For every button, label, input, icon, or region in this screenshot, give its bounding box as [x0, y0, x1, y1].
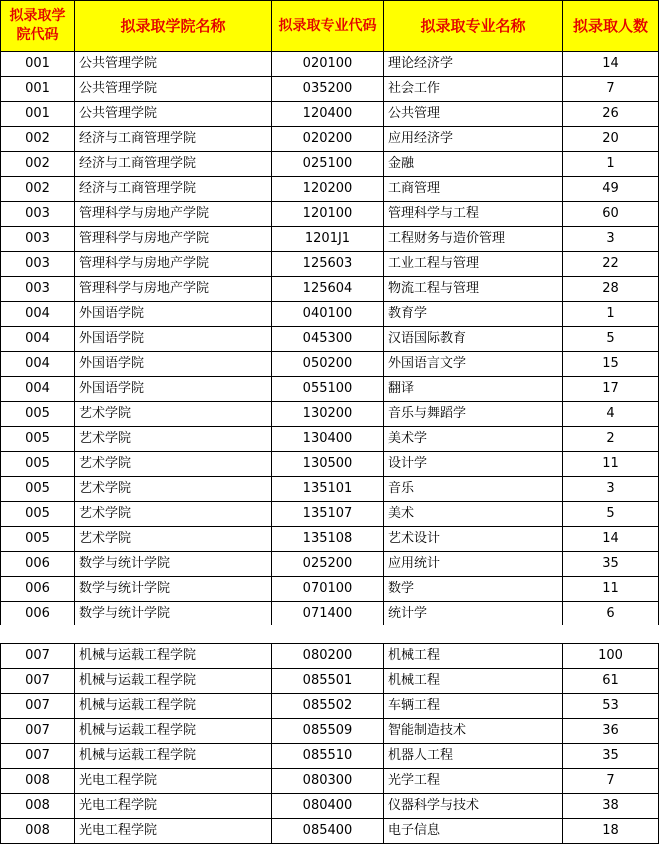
- major-name-cell: 电子信息: [384, 819, 563, 844]
- college-name-cell: 艺术学院: [75, 502, 272, 527]
- college-code-cell: 005: [1, 402, 75, 427]
- major-code-cell: 055100: [272, 377, 384, 402]
- college-name-cell: 管理科学与房地产学院: [75, 227, 272, 252]
- college-name-cell: 数学与统计学院: [75, 552, 272, 577]
- admit-count-cell: 5: [563, 502, 659, 527]
- major-name-cell: 外国语言文学: [384, 352, 563, 377]
- major-name-cell: 社会工作: [384, 77, 563, 102]
- major-code-cell: 085400: [272, 819, 384, 844]
- admit-count-cell: 1: [563, 302, 659, 327]
- table-row: [1, 477, 659, 502]
- admit-count-cell: 18: [563, 819, 659, 844]
- college-code-cell: 003: [1, 227, 75, 252]
- table-row: [1, 819, 659, 844]
- college-name-cell: 经济与工商管理学院: [75, 152, 272, 177]
- major-code-cell: 135108: [272, 527, 384, 552]
- major-code-cell: 040100: [272, 302, 384, 327]
- college-name-cell: 公共管理学院: [75, 77, 272, 102]
- major-name-cell: 仪器科学与技术: [384, 794, 563, 819]
- major-code-cell: 085501: [272, 669, 384, 694]
- table-row: [1, 202, 659, 227]
- table-row: [1, 152, 659, 177]
- college-name-cell: 艺术学院: [75, 527, 272, 552]
- college-name-cell: 艺术学院: [75, 402, 272, 427]
- college-code-cell: 002: [1, 152, 75, 177]
- table-page-gap: [0, 625, 660, 643]
- college-name-cell: 外国语学院: [75, 352, 272, 377]
- admit-count-cell: 7: [563, 77, 659, 102]
- admit-count-cell: 2: [563, 427, 659, 452]
- major-code-cell: 071400: [272, 602, 384, 627]
- college-code-cell: 004: [1, 377, 75, 402]
- table-row: [1, 794, 659, 819]
- table-row: [1, 352, 659, 377]
- table-row: [1, 769, 659, 794]
- major-code-cell: 085510: [272, 744, 384, 769]
- admit-count-cell: 60: [563, 202, 659, 227]
- major-code-cell: 020100: [272, 52, 384, 77]
- college-code-cell: 005: [1, 477, 75, 502]
- major-name-cell: 美术学: [384, 427, 563, 452]
- admit-count-cell: 5: [563, 327, 659, 352]
- admit-count-cell: 4: [563, 402, 659, 427]
- major-name-cell: 美术: [384, 502, 563, 527]
- major-code-cell: 130400: [272, 427, 384, 452]
- college-code-cell: 007: [1, 744, 75, 769]
- admit-count-cell: 53: [563, 694, 659, 719]
- admit-count-cell: 6: [563, 602, 659, 627]
- college-code-cell: 008: [1, 794, 75, 819]
- college-name-cell: 数学与统计学院: [75, 602, 272, 627]
- admit-count-cell: 15: [563, 352, 659, 377]
- admit-count-cell: 49: [563, 177, 659, 202]
- major-code-cell: 020200: [272, 127, 384, 152]
- major-name-cell: 应用统计: [384, 552, 563, 577]
- table-row: [1, 252, 659, 277]
- table-row: [1, 744, 659, 769]
- major-code-cell: 1201J1: [272, 227, 384, 252]
- admit-count-cell: 3: [563, 477, 659, 502]
- major-name-cell: 机械工程: [384, 644, 563, 669]
- major-name-cell: 公共管理: [384, 102, 563, 127]
- college-code-cell: 006: [1, 552, 75, 577]
- table-row: [1, 502, 659, 527]
- major-name-cell: 设计学: [384, 452, 563, 477]
- college-code-cell: 008: [1, 769, 75, 794]
- college-name-cell: 管理科学与房地产学院: [75, 202, 272, 227]
- college-name-cell: 公共管理学院: [75, 102, 272, 127]
- table-row: [1, 694, 659, 719]
- major-name-cell: 车辆工程: [384, 694, 563, 719]
- table-row: [1, 177, 659, 202]
- major-code-cell: 080400: [272, 794, 384, 819]
- admit-count-cell: 20: [563, 127, 659, 152]
- major-name-cell: 翻译: [384, 377, 563, 402]
- major-name-cell: 统计学: [384, 602, 563, 627]
- college-name-cell: 外国语学院: [75, 327, 272, 352]
- table-row: [1, 669, 659, 694]
- major-code-cell: 120400: [272, 102, 384, 127]
- major-code-cell: 120200: [272, 177, 384, 202]
- college-code-cell: 007: [1, 694, 75, 719]
- table-row: [1, 77, 659, 102]
- admit-count-cell: 3: [563, 227, 659, 252]
- table-row: [1, 452, 659, 477]
- college-name-cell: 外国语学院: [75, 377, 272, 402]
- major-code-cell: 085502: [272, 694, 384, 719]
- admit-count-cell: 28: [563, 277, 659, 302]
- major-name-cell: 工商管理: [384, 177, 563, 202]
- admit-count-cell: 7: [563, 769, 659, 794]
- major-code-cell: 070100: [272, 577, 384, 602]
- admit-count-cell: 61: [563, 669, 659, 694]
- college-name-cell: 机械与运载工程学院: [75, 694, 272, 719]
- major-name-cell: 管理科学与工程: [384, 202, 563, 227]
- table-row: [1, 427, 659, 452]
- major-name-cell: 音乐: [384, 477, 563, 502]
- college-name-cell: 机械与运载工程学院: [75, 744, 272, 769]
- college-name-cell: 机械与运载工程学院: [75, 719, 272, 744]
- major-code-cell: 025100: [272, 152, 384, 177]
- table-row: [1, 644, 659, 669]
- major-name-cell: 物流工程与管理: [384, 277, 563, 302]
- header-major-name: 拟录取专业名称: [384, 1, 563, 52]
- college-name-cell: 数学与统计学院: [75, 577, 272, 602]
- college-name-cell: 艺术学院: [75, 477, 272, 502]
- admit-count-cell: 35: [563, 744, 659, 769]
- admit-count-cell: 1: [563, 152, 659, 177]
- table-row: [1, 552, 659, 577]
- table-row: [1, 277, 659, 302]
- college-code-cell: 008: [1, 819, 75, 844]
- college-code-cell: 005: [1, 427, 75, 452]
- major-name-cell: 教育学: [384, 302, 563, 327]
- major-name-cell: 应用经济学: [384, 127, 563, 152]
- major-code-cell: 045300: [272, 327, 384, 352]
- admit-count-cell: 26: [563, 102, 659, 127]
- major-code-cell: 125604: [272, 277, 384, 302]
- college-name-cell: 公共管理学院: [75, 52, 272, 77]
- college-code-cell: 005: [1, 452, 75, 477]
- admission-table-part-2: [0, 643, 659, 844]
- college-code-cell: 001: [1, 102, 75, 127]
- table-row: [1, 402, 659, 427]
- college-code-cell: 002: [1, 127, 75, 152]
- major-code-cell: 085509: [272, 719, 384, 744]
- major-code-cell: 135107: [272, 502, 384, 527]
- table-row: [1, 227, 659, 252]
- admit-count-cell: 17: [563, 377, 659, 402]
- college-code-cell: 003: [1, 202, 75, 227]
- major-code-cell: 130500: [272, 452, 384, 477]
- college-code-cell: 001: [1, 77, 75, 102]
- college-code-cell: 002: [1, 177, 75, 202]
- major-code-cell: 080300: [272, 769, 384, 794]
- major-name-cell: 工程财务与造价管理: [384, 227, 563, 252]
- major-name-cell: 艺术设计: [384, 527, 563, 552]
- table-header-row: [1, 1, 659, 52]
- college-name-cell: 机械与运载工程学院: [75, 669, 272, 694]
- college-name-cell: 艺术学院: [75, 427, 272, 452]
- college-code-cell: 005: [1, 527, 75, 552]
- header-college-name: 拟录取学院名称: [75, 1, 272, 52]
- college-code-cell: 004: [1, 352, 75, 377]
- major-name-cell: 音乐与舞蹈学: [384, 402, 563, 427]
- admit-count-cell: 38: [563, 794, 659, 819]
- college-name-cell: 光电工程学院: [75, 769, 272, 794]
- major-name-cell: 智能制造技术: [384, 719, 563, 744]
- admit-count-cell: 11: [563, 452, 659, 477]
- table-row: [1, 577, 659, 602]
- table-row: [1, 327, 659, 352]
- admit-count-cell: 14: [563, 52, 659, 77]
- table-row: [1, 302, 659, 327]
- major-code-cell: 025200: [272, 552, 384, 577]
- header-major-code: 拟录取专业代码: [272, 1, 384, 52]
- admit-count-cell: 35: [563, 552, 659, 577]
- major-code-cell: 080200: [272, 644, 384, 669]
- major-code-cell: 135101: [272, 477, 384, 502]
- college-name-cell: 管理科学与房地产学院: [75, 252, 272, 277]
- major-code-cell: 035200: [272, 77, 384, 102]
- table-row: [1, 719, 659, 744]
- college-code-cell: 004: [1, 327, 75, 352]
- admit-count-cell: 36: [563, 719, 659, 744]
- major-name-cell: 理论经济学: [384, 52, 563, 77]
- major-name-cell: 汉语国际教育: [384, 327, 563, 352]
- college-name-cell: 光电工程学院: [75, 794, 272, 819]
- major-code-cell: 120100: [272, 202, 384, 227]
- college-name-cell: 光电工程学院: [75, 819, 272, 844]
- table-row: [1, 527, 659, 552]
- college-name-cell: 经济与工商管理学院: [75, 177, 272, 202]
- college-name-cell: 机械与运载工程学院: [75, 644, 272, 669]
- major-code-cell: 125603: [272, 252, 384, 277]
- table-row: [1, 52, 659, 77]
- college-name-cell: 经济与工商管理学院: [75, 127, 272, 152]
- admit-count-cell: 100: [563, 644, 659, 669]
- major-name-cell: 机械工程: [384, 669, 563, 694]
- major-code-cell: 130200: [272, 402, 384, 427]
- header-admit-count: 拟录取人数: [563, 1, 659, 52]
- major-name-cell: 光学工程: [384, 769, 563, 794]
- college-code-cell: 006: [1, 602, 75, 627]
- college-name-cell: 艺术学院: [75, 452, 272, 477]
- college-code-cell: 003: [1, 252, 75, 277]
- major-name-cell: 金融: [384, 152, 563, 177]
- table-row: [1, 377, 659, 402]
- admit-count-cell: 11: [563, 577, 659, 602]
- college-code-cell: 007: [1, 644, 75, 669]
- college-code-cell: 004: [1, 302, 75, 327]
- college-code-cell: 005: [1, 502, 75, 527]
- header-college-code: 拟录取学院代码: [1, 1, 75, 52]
- college-code-cell: 007: [1, 669, 75, 694]
- college-name-cell: 外国语学院: [75, 302, 272, 327]
- college-name-cell: 管理科学与房地产学院: [75, 277, 272, 302]
- table-row: [1, 102, 659, 127]
- table-row: [1, 127, 659, 152]
- major-name-cell: 机器人工程: [384, 744, 563, 769]
- college-code-cell: 007: [1, 719, 75, 744]
- college-code-cell: 003: [1, 277, 75, 302]
- table-row: [1, 602, 659, 627]
- major-name-cell: 数学: [384, 577, 563, 602]
- admit-count-cell: 14: [563, 527, 659, 552]
- major-code-cell: 050200: [272, 352, 384, 377]
- major-name-cell: 工业工程与管理: [384, 252, 563, 277]
- admit-count-cell: 22: [563, 252, 659, 277]
- college-code-cell: 001: [1, 52, 75, 77]
- college-code-cell: 006: [1, 577, 75, 602]
